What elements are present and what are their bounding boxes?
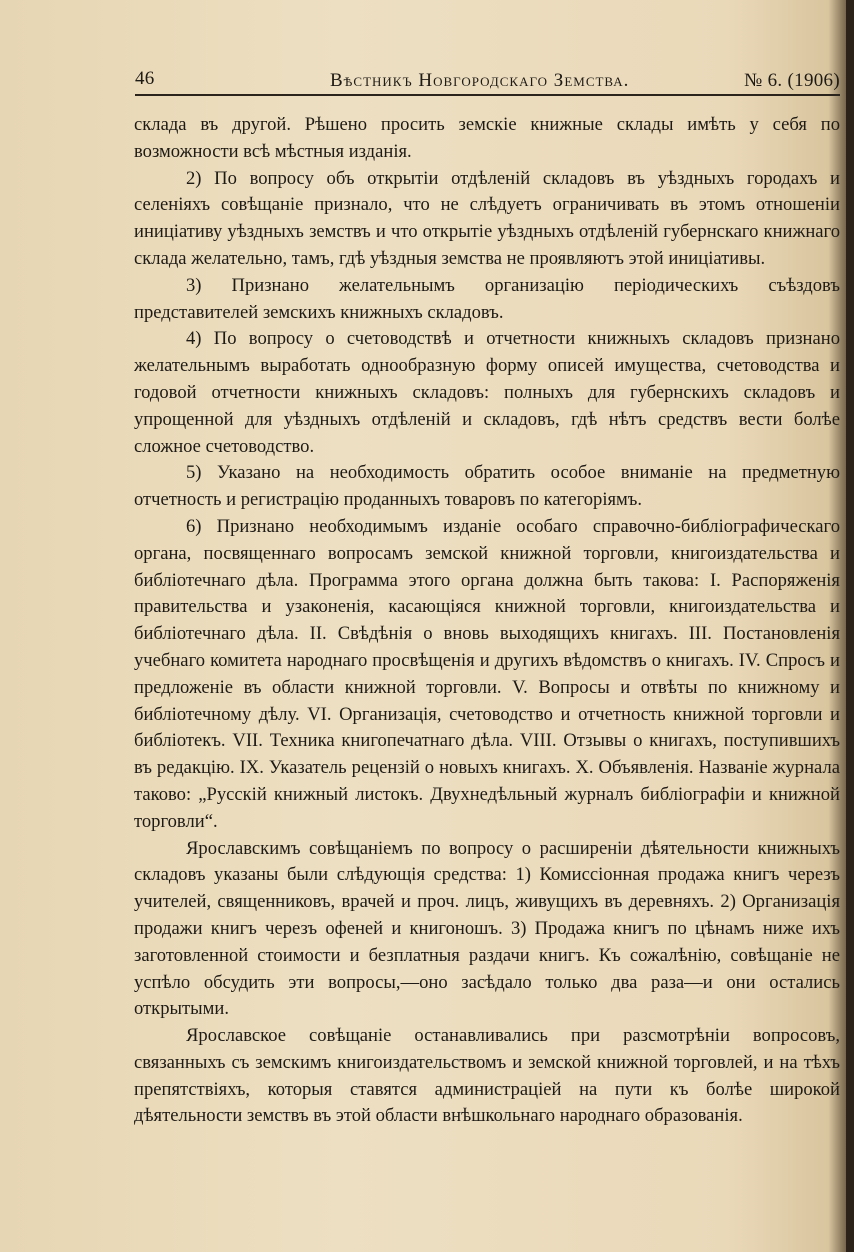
paragraph: Ярославское совѣщаніе останавливались при разсмотрѣніи вопросовъ, связанныхъ съ земскимъ книгоиздательствомъ и земской книжной торговлей, и на тѣхъ препятствіяхъ, которыя ставятся администраціей на пути къ болѣе широкой дѣятельности земствъ въ этой области внѣшкольнаго народнаго образованія.: [134, 1025, 840, 1127]
running-header: [135, 66, 840, 98]
paragraph: 3) Признано желательнымъ организацію періодическихъ съѣздовъ представителей земскихъ книжныхъ складовъ.: [134, 274, 840, 323]
article-body: [134, 112, 840, 1130]
header-rule: [135, 94, 840, 96]
book-spine-edge: [846, 0, 854, 1252]
journal-title: Вѣстникъ Новгородскаго Земства.: [330, 70, 630, 91]
paragraph: 2) По вопросу объ открытіи отдѣленій складовъ въ уѣздныхъ городахъ и селеніяхъ совѣщаніе признало, что не слѣдуетъ ограничивать въ этомъ отношеніи иниціативу уѣздныхъ земствъ и что открытіе уѣздныхъ отдѣленій губернскаго книжнаго склада желательно, тамъ, гдѣ уѣздныя земства не проявляютъ этой иниціативы.: [134, 167, 840, 269]
paragraph: 4) По вопросу о счетоводствѣ и отчетности книжныхъ складовъ признано желательнымъ выработать однообразную форму описей имущества, счетоводства и годовой отчетности книжныхъ складовъ: полныхъ для губернскихъ складовъ и упрощенной для уѣздныхъ отдѣленій и складовъ, гдѣ нѣтъ средствъ вести болѣе сложное счетоводство.: [134, 328, 840, 457]
page-number: 46: [135, 68, 155, 89]
paragraph: 6) Признано необходимымъ изданіе особаго справочно-библіографическаго органа, посвященнаго вопросамъ земской книжной торговли, книгоиздательства и библіотечнаго дѣла. Программа этого органа должна быть такова: I. Распоряженія правительства и узаконенія, касающіяся книжной торговли, книгоиздательства и библіотечнаго дѣла. II. Свѣдѣнія о вновь выходящихъ книгахъ. III. Постановленія учебнаго комитета народнаго просвѣщенія и другихъ вѣдомствъ о книгахъ. IV. Спросъ и предложеніе въ области книжной торговли. V. Вопросы и отвѣты по книжному и библіотечному дѣлу. VI. Организація, счетоводство и отчетность книжной торговли и библіотекъ. VII. Техника книгопечатнаго дѣла. VIII. Отзывы о книгахъ, поступившихъ въ редакцію. IX. Указатель рецензій о новыхъ книгахъ. X. Объявленія. Названіе журнала таково: „Русскій книжный листокъ. Двухнедѣльный журналъ библіографіи и книжной торговли“.: [134, 515, 840, 832]
paragraph: склада въ другой. Рѣшено просить земскіе книжные склады имѣть у себя по возможности всѣ мѣстныя изданія.: [134, 114, 840, 162]
paragraph: 5) Указано на необходимость обратить особое вниманіе на предметную отчетность и регистрацію проданныхъ товаровъ по категоріямъ.: [134, 462, 840, 511]
issue-number: № 6. (1906): [744, 70, 840, 91]
paragraph: Ярославскимъ совѣщаніемъ по вопросу о расширеніи дѣятельности книжныхъ складовъ указаны были слѣдующія средства: 1) Комиссіонная продажа книгъ черезъ учителей, священниковъ, врачей и проч. лицъ, живущихъ въ деревняхъ. 2) Организація продажи книгъ черезъ офеней и книгоношъ. 3) Продажа книгъ по цѣнамъ ниже ихъ заготовленной стоимости и безплатныя раздачи книгъ. Къ сожалѣнію, совѣщаніе не успѣло обсудить эти вопросы,—оно засѣдало только два раза—и они остались открытыми.: [134, 837, 840, 1020]
